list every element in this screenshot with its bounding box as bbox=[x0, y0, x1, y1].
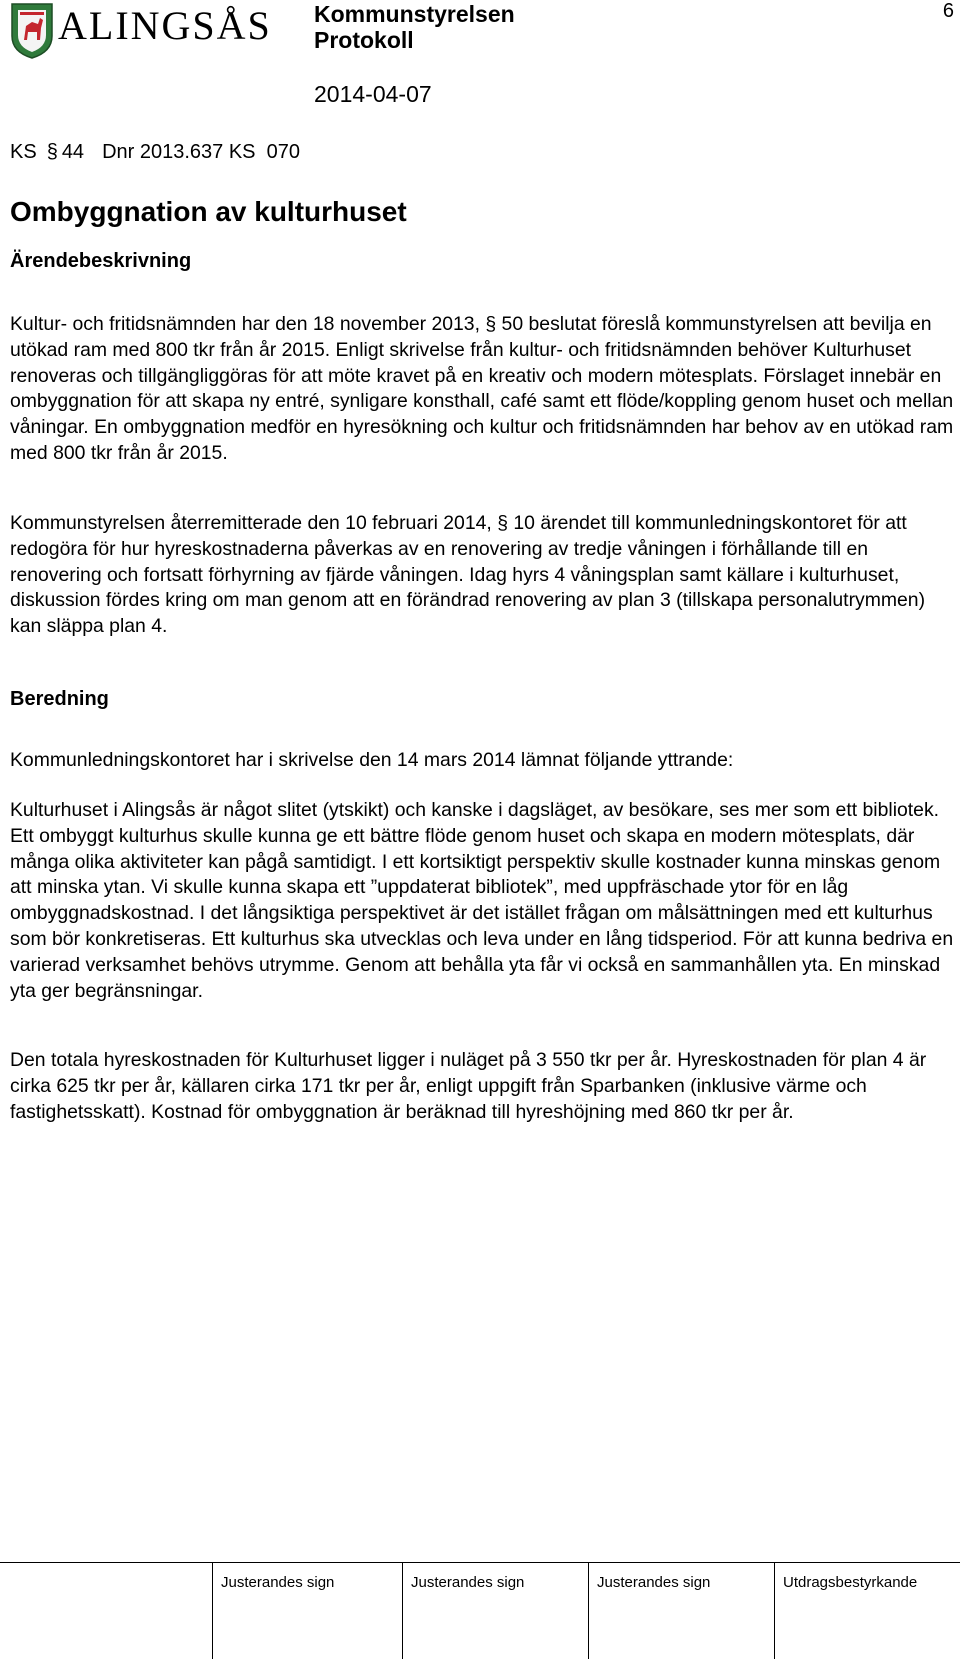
section-symbol: § bbox=[485, 313, 497, 335]
case-reference bbox=[10, 139, 300, 165]
document-type: Protokoll bbox=[314, 27, 414, 53]
section-symbol: § bbox=[46, 141, 58, 163]
signature-label: Justerandes sign bbox=[221, 1574, 335, 1591]
page-number: 6 bbox=[942, 0, 954, 22]
preparation-paragraph-2: Kulturhuset i Alingsås är något slitet (ytskikt) och kanske i dagsläget, av besökare, ses mer som ett bibliotek. Ett ombyggt kulturhus skulle kunna ge ett bättre flöde genom huset och skapa en modern mötesplats, där många olika aktiviteter kan pågå samtidigt. I ett kortsiktigt perspektiv skulle kostnader kunna minskas genom att minska ytan. Vi skulle kunna skapa ett ”uppdaterat bibliotek”, med uppfräschade ytor för en låg ombyggnadskostnad. I det långsiktiga perspektivet är det istället frågan om målsättningen med ett kulturhus som bör konkretiseras. Ett kulturhus ska utvecklas och leva under en lång tidsperiod. För att kunna bedriva en varierad verksamhet behövs utrymme. Genom att behålla yta får vi också en sammanhållen yta. En minskad yta ger begränsningar. bbox=[10, 799, 954, 1002]
page-title: Ombyggnation av kulturhuset bbox=[10, 196, 407, 227]
diary-number: Dnr 2013.637 KS 070 bbox=[102, 141, 300, 163]
signature-box-2 bbox=[402, 1562, 582, 1659]
description-paragraph-1: Kultur- och fritidsnämnden har den 18 november 2013, § 50 beslutat föreslå kommunstyrelsen att bevilja en utökad ram med 800 tkr från år 2015. Enligt skrivelse från kultur- och fritidsnämnden behöver Kulturhuset renoveras och tillgängliggöras för att möte kravet på en kreativ och modern mötesplats. Förslaget innebär en ombyggnation för att skapa ny entré, synligare konsthall, café samt ett flöde/koppling genom huset och mellan våningar. En ombyggnation medför en hyresökning och kultur och fritidsnämnden har behov av en utökad ram med 800 tkr från år 2015. bbox=[10, 313, 954, 464]
preparation-paragraph-1: Kommunledningskontoret har i skrivelse den 14 mars 2014 lämnat följande yttrande: bbox=[10, 749, 734, 771]
organization-name: Kommunstyrelsen bbox=[314, 1, 515, 27]
extract-certification-box bbox=[774, 1562, 960, 1659]
extract-certification-label: Utdragsbestyrkande bbox=[783, 1574, 918, 1591]
logo-wordmark: ALINGSÅS bbox=[58, 3, 272, 48]
preparation-heading: Beredning bbox=[10, 688, 109, 710]
description-paragraph-2: Kommunstyrelsen återremitterade den 10 februari 2014, § 10 ärendet till kommunledningskontoret för att redogöra för hur hyreskostnaderna påverkas av en renovering av tredje våningen i förhållande till en renovering och fortsatt förhyrning av fjärde våningen. Idag hyrs 4 våningsplan samt källare i kulturhuset, diskussion fördes kring om man genom att en förändrad renovering av plan 3 (tillskapa personalutrymmen) kan släppa plan 4. bbox=[10, 512, 926, 638]
ks-label: KS bbox=[10, 141, 37, 163]
preparation-paragraph-3: Den totala hyreskostnaden för Kulturhuset ligger i nuläget på 3 550 tkr per år. Hyreskostnaden för plan 4 är cirka 625 tkr per år, källaren cirka 171 tkr per år, enligt uppgift från Sparbanken (inklusive värme och fastighetsskatt). Kostnad för ombyggnation är beräknad till hyreshöjning med 860 tkr per år. bbox=[10, 1049, 927, 1123]
signature-label: Justerandes sign bbox=[597, 1574, 711, 1591]
signature-label: Justerandes sign bbox=[411, 1574, 525, 1591]
alingsas-logo bbox=[10, 2, 272, 60]
section-symbol: § bbox=[497, 512, 508, 534]
signature-box-3 bbox=[588, 1562, 768, 1659]
coat-of-arms-icon bbox=[10, 2, 54, 60]
signature-box-1 bbox=[212, 1562, 392, 1659]
section-number: 44 bbox=[61, 141, 85, 163]
description-heading: Ärendebeskrivning bbox=[10, 250, 192, 272]
document-date: 2014-04-07 bbox=[314, 81, 432, 107]
